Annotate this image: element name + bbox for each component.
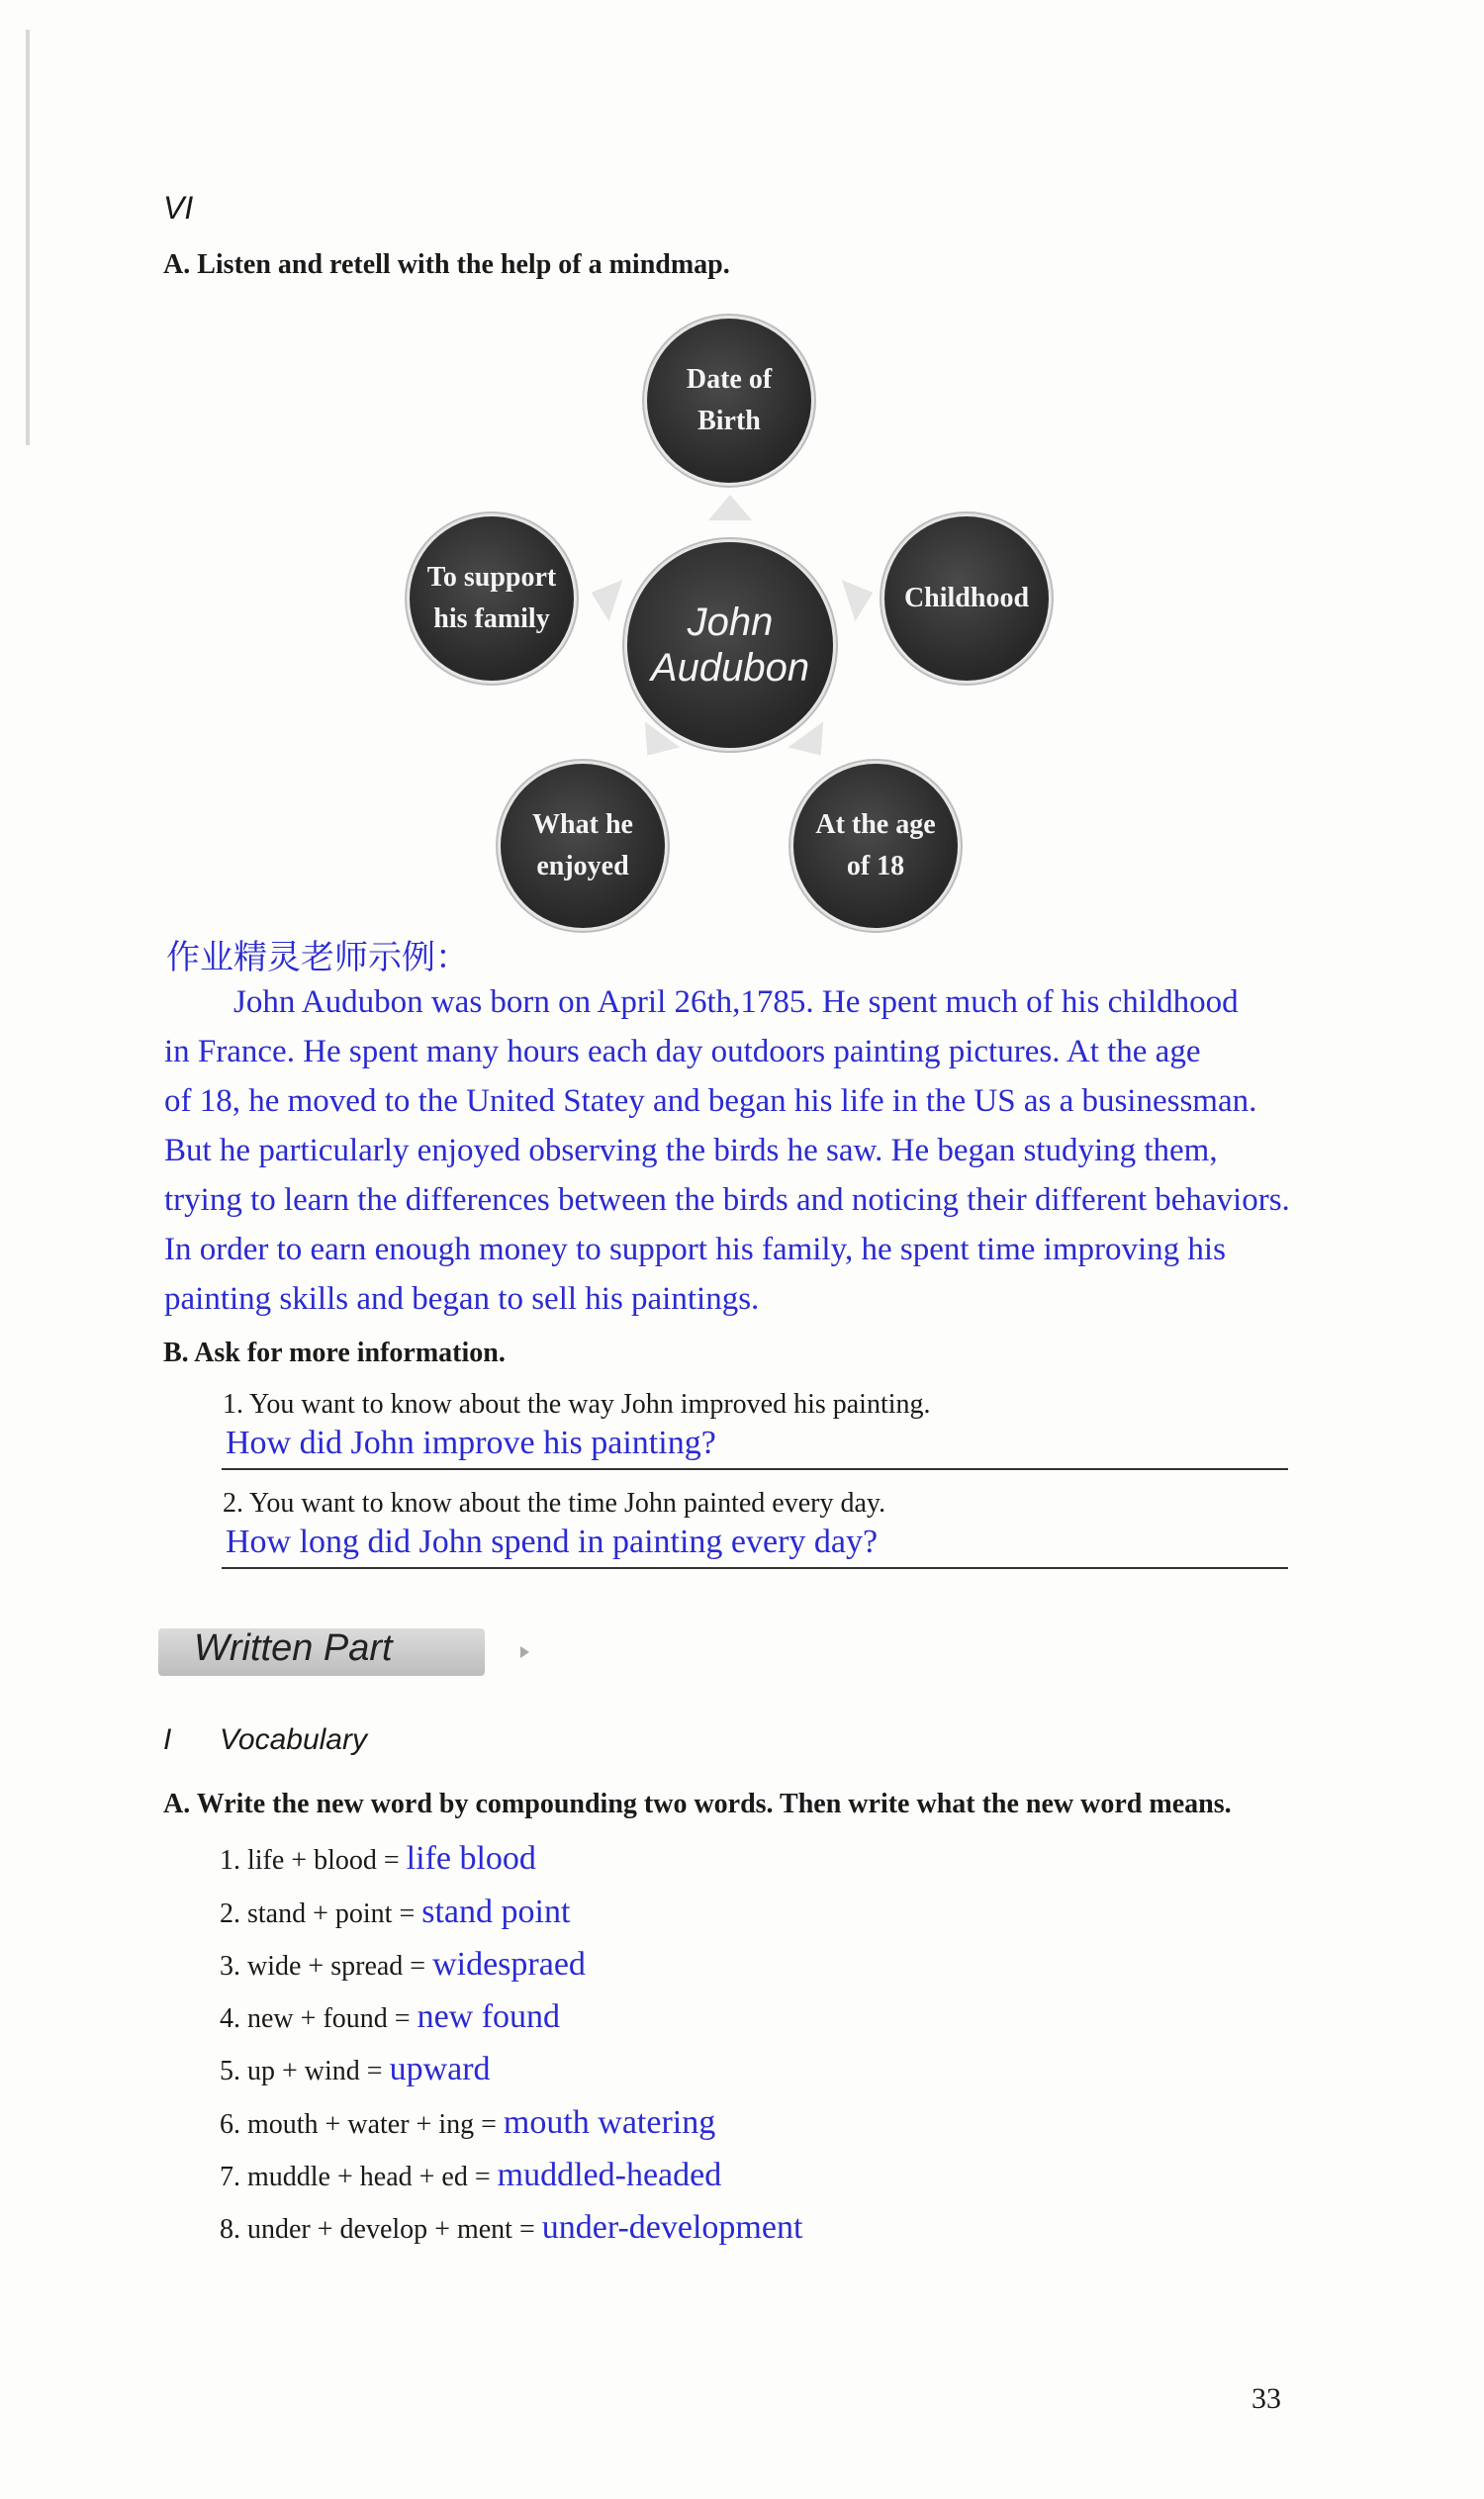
arrow-down-right-icon: [788, 722, 839, 769]
vocab-answer: widespraed: [432, 1946, 586, 1983]
mindmap-node-support-family: To support his family: [410, 516, 574, 681]
mindmap-node-childhood: Childhood: [884, 516, 1049, 681]
vocab-answer: under-development: [541, 2209, 803, 2246]
arrow-right-icon: [842, 572, 880, 621]
mindmap-node-age-18: At the age of 18: [793, 764, 958, 928]
vocab-item: [220, 2104, 715, 2142]
vocab-prompt: 1. life + blood =: [220, 1845, 400, 1876]
vocab-part-number: I: [163, 1723, 172, 1756]
mindmap-node-date-of-birth: Date of Birth: [647, 319, 811, 483]
written-part-title: Written Part: [194, 1627, 393, 1669]
vocab-item: [220, 2157, 721, 2194]
vocab-answer: mouth watering: [503, 2104, 716, 2141]
vocab-item: [220, 1840, 536, 1878]
model-line: John Audubon was born on April 26th,1785. He spent much of his childhood: [233, 984, 1239, 1020]
question-prompt-1: 1. You want to know about the way John improved his painting.: [223, 1389, 931, 1420]
question-answer-1: How did John improve his painting?: [226, 1425, 716, 1461]
vocab-item: [220, 2209, 802, 2247]
mindmap-node-enjoyed: What he enjoyed: [501, 764, 665, 928]
vocab-answer: upward: [389, 2051, 491, 2087]
vocab-heading: A. Write the new word by compounding two words. Then write what the new word means.: [163, 1789, 1232, 1819]
arrow-left-icon: [585, 572, 622, 621]
page-number: 33: [1252, 2382, 1281, 2415]
answer-underline-2: [222, 1567, 1288, 1569]
vocab-prompt: 7. muddle + head + ed =: [220, 2162, 491, 2192]
model-line: But he particularly enjoyed observing the birds he saw. He began studying them,: [164, 1133, 1218, 1168]
vocab-prompt: 4. new + found =: [220, 2003, 411, 2034]
banner-triangle-icon: [520, 1646, 529, 1658]
model-answer-label: 作业精灵老师示例：: [166, 938, 469, 977]
page-binding-line: [26, 30, 30, 445]
model-line: In order to earn enough money to support his family, he spent time improving his: [164, 1232, 1226, 1267]
vocab-item: [220, 1946, 586, 1984]
vocab-answer: new found: [417, 1998, 561, 2035]
vocab-answer: stand point: [421, 1894, 571, 1930]
question-answer-2: How long did John spend in painting every day?: [226, 1524, 879, 1560]
vocab-answer: muddled-headed: [497, 2157, 722, 2193]
section-number: VI: [163, 190, 194, 226]
vocab-part-title: Vocabulary: [220, 1723, 367, 1756]
vocab-item: [220, 1998, 560, 2036]
answer-underline-1: [222, 1468, 1288, 1470]
vocab-item: [220, 2051, 491, 2088]
arrow-up-icon: [708, 495, 752, 520]
vocab-item: [220, 1894, 570, 1931]
part-b-heading: B. Ask for more information.: [163, 1338, 506, 1368]
part-a-heading: A. Listen and retell with the help of a mindmap.: [163, 249, 730, 280]
vocab-answer: life blood: [406, 1840, 536, 1877]
vocab-prompt: 6. mouth + water + ing =: [220, 2109, 497, 2140]
mindmap-center-node: John Audubon: [627, 542, 833, 748]
vocab-prompt: 8. under + develop + ment =: [220, 2214, 535, 2245]
vocab-prompt: 2. stand + point =: [220, 1898, 416, 1929]
question-prompt-2: 2. You want to know about the time John painted every day.: [223, 1488, 886, 1519]
vocab-prompt: 3. wide + spread =: [220, 1951, 426, 1982]
model-line: of 18, he moved to the United Statey and began his life in the US as a businessman.: [164, 1083, 1257, 1119]
vocab-prompt: 5. up + wind =: [220, 2056, 383, 2086]
model-line: painting skills and began to sell his paintings.: [164, 1281, 760, 1317]
model-answer-paragraph: [164, 977, 1381, 1324]
model-line: trying to learn the differences between the birds and noticing their different behaviors.: [164, 1182, 1290, 1218]
model-line: in France. He spent many hours each day outdoors painting pictures. At the age: [164, 1034, 1201, 1069]
